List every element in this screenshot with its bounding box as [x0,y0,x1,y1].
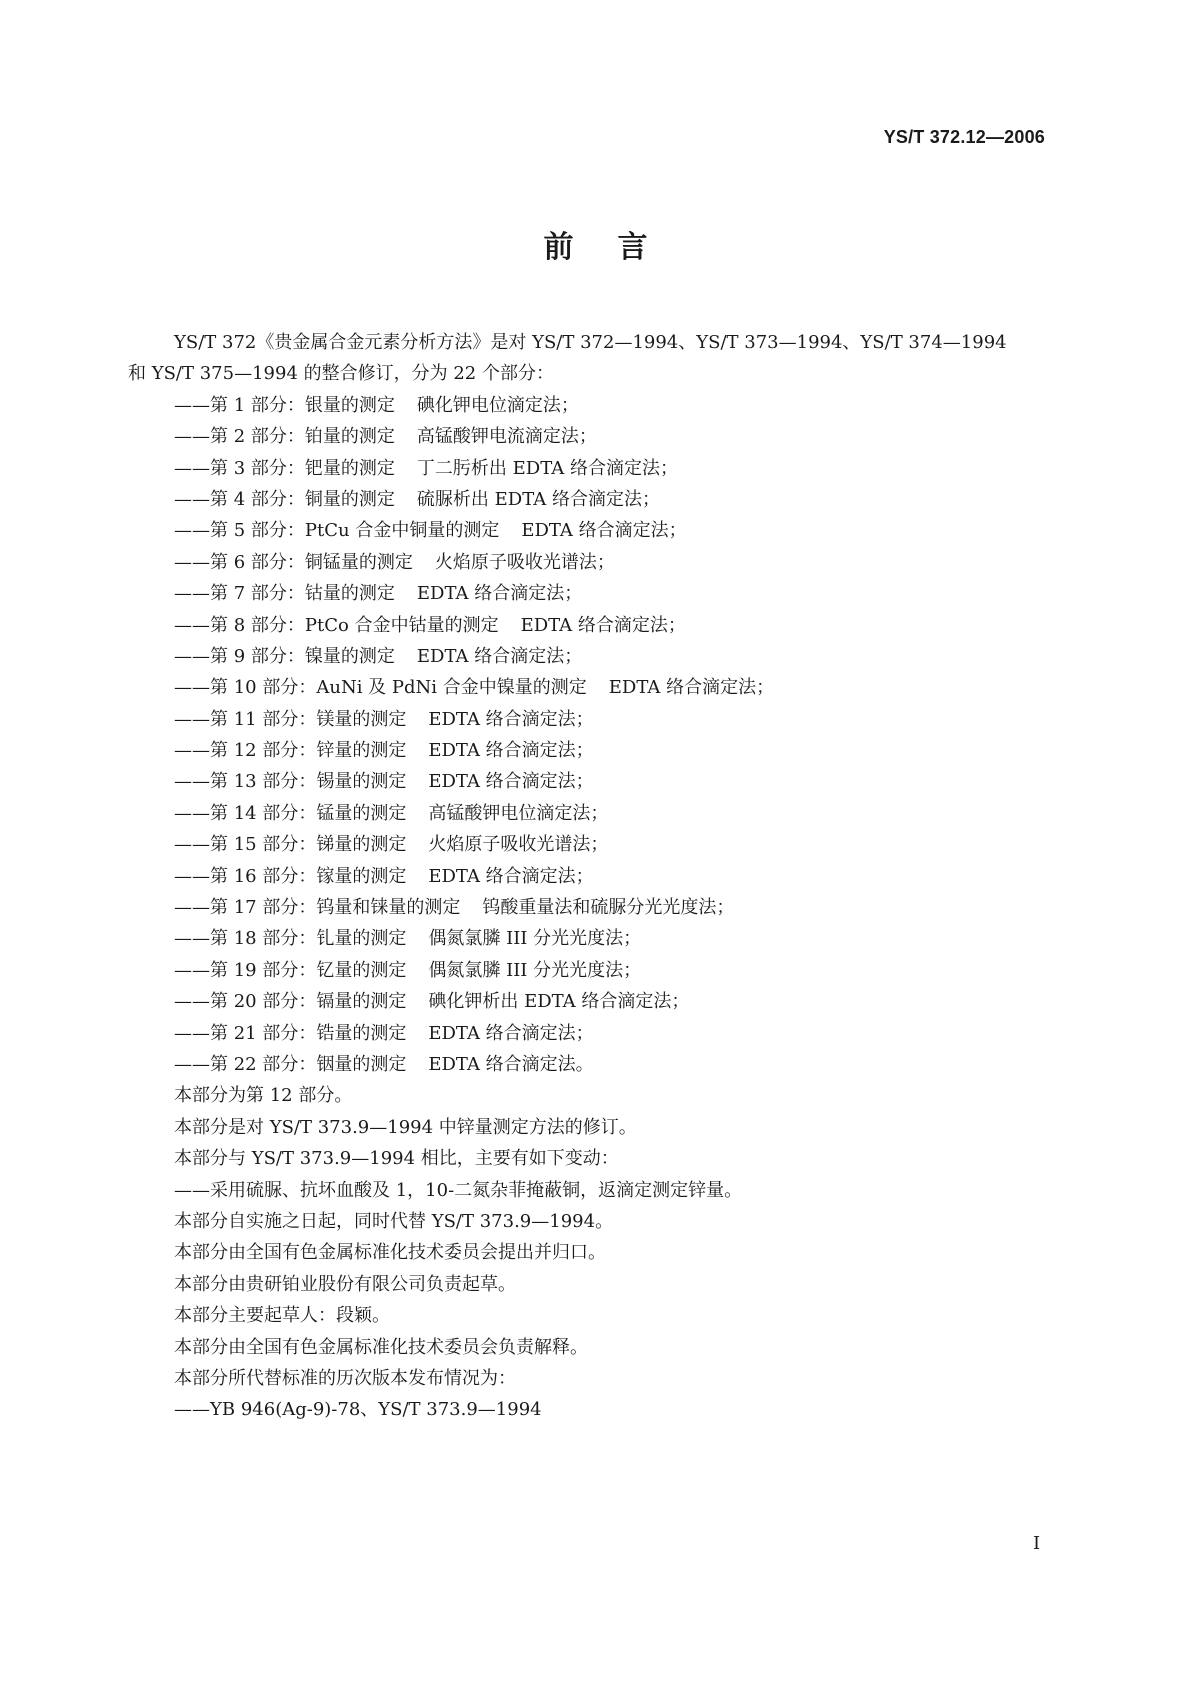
note-line: 本部分由全国有色金属标准化技术委员会提出并归口。 [174,1242,606,1264]
part-label: ——第 13 部分：锡量的测定 [174,771,407,793]
part-item [128,861,1063,892]
part-item [128,390,1063,421]
part-method: 碘化钾电位滴定法； [416,394,579,416]
note-line: 本部分由贵研铂业股份有限公司负责起草。 [174,1273,516,1295]
part-method: 钨酸重量法和硫脲分光光度法； [482,897,735,919]
part-label: ——第 11 部分：镁量的测定 [174,708,407,730]
intro-line-2: 和 YS/T 375—1994 的整合修订，分为 22 个部分： [128,363,554,385]
part-method: 高锰酸钾电位滴定法； [428,802,609,824]
part-item [128,829,1063,860]
note-line: 本部分由全国有色金属标准化技术委员会负责解释。 [174,1336,588,1358]
page-title: 前言 [543,230,692,265]
part-item [128,892,1063,923]
part-method: 高锰酸钾电流滴定法； [416,426,597,448]
part-method: 火焰原子吸收光谱法； [434,551,615,573]
note-line: 本部分自实施之日起，同时代替 YS/T 373.9—1994。 [174,1210,614,1232]
foreword-body [128,327,1063,1426]
part-item [128,1018,1063,1049]
part-method: EDTA 络合滴定法； [428,771,594,793]
part-method: 火焰原子吸收光谱法； [428,834,609,856]
part-method: EDTA 络合滴定法； [428,740,594,762]
part-label: ——第 6 部分：铜锰量的测定 [174,551,413,573]
part-item [128,515,1063,546]
part-label: ——第 4 部分：铜量的测定 [174,488,395,510]
notes-list [128,1080,1063,1425]
part-method: EDTA 络合滴定法； [521,520,687,542]
part-item [128,672,1063,703]
part-item [128,421,1063,452]
note-line: 本部分所代替标准的历次版本发布情况为： [174,1367,516,1389]
part-item [128,453,1063,484]
part-item [128,798,1063,829]
intro-line-1: YS/T 372《贵金属合金元素分析方法》是对 YS/T 372—1994、YS/T 373—1994、YS/T 374—1994 [174,332,1007,353]
part-item [128,735,1063,766]
note-line: 本部分为第 12 部分。 [174,1085,353,1107]
part-item [128,484,1063,515]
document-code: YS/T 372.12—2006 [883,127,1045,147]
note-line: 本部分是对 YS/T 373.9—1994 中锌量测定方法的修订。 [174,1116,637,1138]
part-label: ——第 7 部分：钴量的测定 [174,583,395,605]
note-line: ——采用硫脲、抗坏血酸及 1，10-二氮杂菲掩蔽铜，返滴定测定锌量。 [174,1179,743,1201]
part-item [128,986,1063,1017]
part-label: ——第 22 部分：铟量的测定 [174,1053,407,1075]
part-item [128,704,1063,735]
part-method: 碘化钾析出 EDTA 络合滴定法； [428,991,690,1013]
part-label: ——第 20 部分：镉量的测定 [174,991,407,1013]
part-method: 硫脲析出 EDTA 络合滴定法； [416,488,660,510]
parts-list [128,390,1063,1081]
part-label: ——第 9 部分：镍量的测定 [174,645,395,667]
part-label: ——第 18 部分：钆量的测定 [174,928,407,950]
part-label: ——第 17 部分：钨量和铼量的测定 [174,897,461,919]
part-item [128,1049,1063,1080]
part-method: EDTA 络合滴定法； [428,708,594,730]
part-method: EDTA 络合滴定法； [428,1022,594,1044]
part-label: ——第 10 部分：AuNi 及 PdNi 合金中镍量的测定 [174,677,587,699]
note-line: ——YB 946(Ag-9)-78、YS/T 373.9—1994 [174,1399,542,1421]
note-line: 本部分主要起草人：段颖。 [174,1305,390,1327]
part-method: 丁二肟析出 EDTA 络合滴定法； [416,457,678,479]
part-label: ——第 8 部分：PtCo 合金中钴量的测定 [174,614,499,636]
part-item [128,923,1063,954]
part-label: ——第 14 部分：锰量的测定 [174,802,407,824]
part-item [128,547,1063,578]
part-label: ——第 21 部分：锆量的测定 [174,1022,407,1044]
part-label: ——第 19 部分：钇量的测定 [174,959,407,981]
part-label: ——第 1 部分：银量的测定 [174,394,395,416]
part-item [128,766,1063,797]
part-item [128,578,1063,609]
part-method: EDTA 络合滴定法； [416,645,583,667]
part-label: ——第 3 部分：钯量的测定 [174,457,395,479]
part-label: ——第 12 部分：锌量的测定 [174,740,407,762]
part-label: ——第 2 部分：铂量的测定 [174,426,395,448]
note-line: 本部分与 YS/T 373.9—1994 相比，主要有如下变动： [174,1148,619,1170]
part-item [128,641,1063,672]
part-method: EDTA 络合滴定法； [608,677,775,699]
page-number: I [1033,1533,1041,1554]
part-method: EDTA 络合滴定法。 [428,1053,594,1075]
part-method: EDTA 络合滴定法； [428,865,594,887]
part-method: 偶氮氯膦 III 分光光度法； [428,928,642,950]
part-item [128,610,1063,641]
part-label: ——第 15 部分：锑量的测定 [174,834,407,856]
part-method: EDTA 络合滴定法； [416,583,583,605]
part-method: 偶氮氯膦 III 分光光度法； [428,959,642,981]
part-label: ——第 16 部分：镓量的测定 [174,865,407,887]
part-item [128,955,1063,986]
part-method: EDTA 络合滴定法； [520,614,686,636]
part-label: ——第 5 部分：PtCu 合金中铜量的测定 [174,520,500,542]
